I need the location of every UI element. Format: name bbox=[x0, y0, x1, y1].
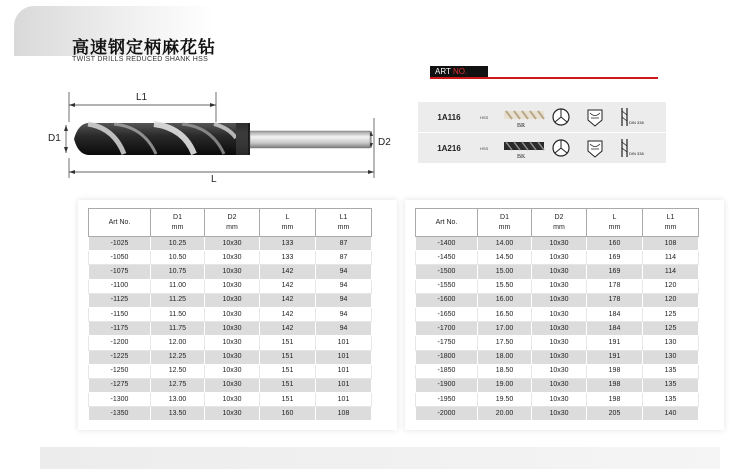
table-cell: 20.00 bbox=[478, 407, 532, 421]
table-cell: 142 bbox=[260, 322, 316, 336]
table-row bbox=[416, 265, 699, 279]
standard-din-icon bbox=[612, 106, 646, 128]
table-cell: -1100 bbox=[89, 279, 151, 293]
table-cell: 114 bbox=[643, 265, 699, 279]
page-subtitle: TWIST DRILLS REDUCED SHANK HSS bbox=[72, 56, 209, 63]
table-row bbox=[89, 407, 372, 421]
table-cell: 10x30 bbox=[205, 279, 260, 293]
table-cell: 19.00 bbox=[478, 378, 532, 392]
table-cell: 14.00 bbox=[478, 237, 532, 251]
table-cell: 10x30 bbox=[532, 279, 587, 293]
table-cell: 11.25 bbox=[151, 293, 205, 307]
article-code: 1A216 bbox=[437, 143, 461, 153]
table-cell: 205 bbox=[587, 407, 643, 421]
table-row bbox=[416, 336, 699, 350]
col-header: L mm bbox=[587, 209, 643, 237]
spec-table-right bbox=[415, 208, 699, 421]
drill-drawing bbox=[44, 78, 404, 190]
table-cell: -1050 bbox=[89, 251, 151, 265]
table-cell: 94 bbox=[316, 322, 372, 336]
icon-note: DIN 338 bbox=[629, 120, 644, 125]
table-cell: 12.25 bbox=[151, 350, 205, 364]
table-cell: 10x30 bbox=[532, 364, 587, 378]
table-cell: 151 bbox=[260, 350, 316, 364]
table-cell: -1150 bbox=[89, 307, 151, 321]
table-cell: 12.50 bbox=[151, 364, 205, 378]
table-cell: 125 bbox=[643, 307, 699, 321]
table-cell: -1550 bbox=[416, 279, 478, 293]
spec-table-panel-left bbox=[78, 200, 397, 430]
table-cell: 135 bbox=[643, 378, 699, 392]
table-cell: 10x30 bbox=[205, 307, 260, 321]
table-cell: 10x30 bbox=[532, 307, 587, 321]
table-cell: -1125 bbox=[89, 293, 151, 307]
table-cell: 10x30 bbox=[532, 350, 587, 364]
table-cell: 140 bbox=[643, 407, 699, 421]
table-cell: 169 bbox=[587, 265, 643, 279]
table-row bbox=[89, 378, 372, 392]
table-cell: 10.50 bbox=[151, 251, 205, 265]
table-cell: 10x30 bbox=[532, 378, 587, 392]
table-cell: 10x30 bbox=[532, 237, 587, 251]
table-cell: 87 bbox=[316, 237, 372, 251]
table-cell: 94 bbox=[316, 279, 372, 293]
finish-tag: BR bbox=[517, 123, 526, 129]
table-cell: 13.50 bbox=[151, 407, 205, 421]
table-cell: 13.00 bbox=[151, 393, 205, 407]
table-cell: 18.00 bbox=[478, 350, 532, 364]
table-cell: 135 bbox=[643, 393, 699, 407]
table-cell: 120 bbox=[643, 279, 699, 293]
table-cell: 142 bbox=[260, 279, 316, 293]
table-cell: 94 bbox=[316, 265, 372, 279]
table-row bbox=[89, 279, 372, 293]
table-cell: 178 bbox=[587, 279, 643, 293]
table-cell: -1950 bbox=[416, 393, 478, 407]
table-cell: 10x30 bbox=[205, 407, 260, 421]
table-cell: -1275 bbox=[89, 378, 151, 392]
split-point-icon bbox=[544, 137, 578, 159]
table-row bbox=[416, 393, 699, 407]
table-cell: 130 bbox=[643, 350, 699, 364]
table-cell: 12.00 bbox=[151, 336, 205, 350]
table-cell: 17.50 bbox=[478, 336, 532, 350]
table-cell: -1250 bbox=[89, 364, 151, 378]
bright-finish-drill-icon bbox=[504, 106, 544, 128]
table-cell: 160 bbox=[260, 407, 316, 421]
table-cell: -1075 bbox=[89, 265, 151, 279]
split-point-icon bbox=[544, 106, 578, 128]
table-cell: 101 bbox=[316, 378, 372, 392]
table-cell: 11.50 bbox=[151, 307, 205, 321]
spec-table-left bbox=[88, 208, 372, 421]
table-row bbox=[89, 265, 372, 279]
table-cell: 14.50 bbox=[478, 251, 532, 265]
table-cell: 10x30 bbox=[205, 378, 260, 392]
drill-tip-icon bbox=[578, 106, 612, 128]
table-row bbox=[416, 307, 699, 321]
table-row bbox=[416, 378, 699, 392]
col-header: Art No. bbox=[89, 209, 151, 237]
table-cell: 151 bbox=[260, 364, 316, 378]
table-cell: 198 bbox=[587, 378, 643, 392]
table-row bbox=[89, 364, 372, 378]
col-header: L mm bbox=[260, 209, 316, 237]
table-cell: 191 bbox=[587, 336, 643, 350]
table-cell: -1800 bbox=[416, 350, 478, 364]
material-label: HSS bbox=[480, 114, 489, 120]
table-cell: 142 bbox=[260, 265, 316, 279]
table-cell: 10x30 bbox=[205, 364, 260, 378]
table-row bbox=[416, 279, 699, 293]
page-title: 高速钢定柄麻花钻 bbox=[72, 38, 216, 58]
table-cell: -1175 bbox=[89, 322, 151, 336]
icon-note: DIN 338 bbox=[629, 151, 644, 156]
table-row bbox=[89, 350, 372, 364]
table-cell: 184 bbox=[587, 322, 643, 336]
table-cell: -1650 bbox=[416, 307, 478, 321]
table-cell: 10x30 bbox=[205, 336, 260, 350]
table-cell: 108 bbox=[643, 237, 699, 251]
table-cell: -1300 bbox=[89, 393, 151, 407]
table-cell: -1400 bbox=[416, 237, 478, 251]
table-cell: 10x30 bbox=[532, 322, 587, 336]
table-row bbox=[416, 237, 699, 251]
table-cell: 10x30 bbox=[532, 407, 587, 421]
table-cell: 16.50 bbox=[478, 307, 532, 321]
col-header: Art No. bbox=[416, 209, 478, 237]
l-label: L bbox=[211, 174, 217, 185]
table-cell: 114 bbox=[643, 251, 699, 265]
table-cell: 87 bbox=[316, 251, 372, 265]
table-cell: 133 bbox=[260, 251, 316, 265]
artno-underline bbox=[430, 77, 658, 79]
table-cell: 10x30 bbox=[205, 350, 260, 364]
table-cell: 10x30 bbox=[205, 393, 260, 407]
finish-tag: BK bbox=[517, 154, 526, 160]
table-cell: 11.75 bbox=[151, 322, 205, 336]
table-header-row bbox=[416, 209, 699, 237]
table-cell: 142 bbox=[260, 307, 316, 321]
table-cell: 10x30 bbox=[205, 293, 260, 307]
table-cell: -1450 bbox=[416, 251, 478, 265]
table-row bbox=[89, 336, 372, 350]
table-cell: -1500 bbox=[416, 265, 478, 279]
table-cell: 198 bbox=[587, 364, 643, 378]
table-cell: 10x30 bbox=[205, 251, 260, 265]
table-row bbox=[89, 293, 372, 307]
table-cell: 10.75 bbox=[151, 265, 205, 279]
table-cell: 18.50 bbox=[478, 364, 532, 378]
table-cell: 135 bbox=[643, 364, 699, 378]
table-cell: 11.00 bbox=[151, 279, 205, 293]
table-cell: 10x30 bbox=[532, 393, 587, 407]
col-header: D1 mm bbox=[478, 209, 532, 237]
table-cell: 151 bbox=[260, 336, 316, 350]
table-cell: 160 bbox=[587, 237, 643, 251]
table-cell: 191 bbox=[587, 350, 643, 364]
table-cell: 101 bbox=[316, 336, 372, 350]
table-cell: 142 bbox=[260, 293, 316, 307]
table-cell: 101 bbox=[316, 393, 372, 407]
table-cell: 101 bbox=[316, 350, 372, 364]
table-row bbox=[416, 322, 699, 336]
table-row bbox=[89, 251, 372, 265]
table-cell: 120 bbox=[643, 293, 699, 307]
table-row bbox=[89, 322, 372, 336]
table-cell: 133 bbox=[260, 237, 316, 251]
table-cell: 151 bbox=[260, 378, 316, 392]
col-header: L1 mm bbox=[643, 209, 699, 237]
table-row bbox=[416, 293, 699, 307]
table-cell: 10x30 bbox=[532, 336, 587, 350]
table-cell: 94 bbox=[316, 307, 372, 321]
table-cell: 12.75 bbox=[151, 378, 205, 392]
material-label: HSS bbox=[480, 145, 489, 151]
table-cell: 16.00 bbox=[478, 293, 532, 307]
table-cell: 198 bbox=[587, 393, 643, 407]
footer-bar bbox=[40, 447, 720, 469]
table-cell: -1025 bbox=[89, 237, 151, 251]
table-row bbox=[416, 407, 699, 421]
table-cell: 10x30 bbox=[205, 237, 260, 251]
table-cell: -1200 bbox=[89, 336, 151, 350]
table-cell: 10.25 bbox=[151, 237, 205, 251]
table-row bbox=[416, 364, 699, 378]
table-cell: -1850 bbox=[416, 364, 478, 378]
table-cell: 169 bbox=[587, 251, 643, 265]
artno-badge: ART NO. bbox=[430, 66, 488, 77]
table-cell: 15.00 bbox=[478, 265, 532, 279]
table-cell: -1750 bbox=[416, 336, 478, 350]
drill-tip-icon bbox=[578, 137, 612, 159]
table-cell: 10x30 bbox=[532, 265, 587, 279]
spec-row bbox=[418, 102, 666, 132]
table-header-row bbox=[89, 209, 372, 237]
table-cell: 151 bbox=[260, 393, 316, 407]
col-header: D2 mm bbox=[532, 209, 587, 237]
table-cell: 10x30 bbox=[532, 251, 587, 265]
col-header: D1 mm bbox=[151, 209, 205, 237]
spec-table-panel-right bbox=[405, 200, 724, 430]
table-cell: 17.00 bbox=[478, 322, 532, 336]
black-finish-drill-icon bbox=[504, 137, 544, 159]
table-row bbox=[89, 393, 372, 407]
table-cell: -1900 bbox=[416, 378, 478, 392]
table-cell: 10x30 bbox=[205, 322, 260, 336]
table-cell: -1350 bbox=[89, 407, 151, 421]
table-cell: 125 bbox=[643, 322, 699, 336]
table-cell: -1225 bbox=[89, 350, 151, 364]
table-cell: 19.50 bbox=[478, 393, 532, 407]
article-code: 1A116 bbox=[437, 112, 461, 122]
table-cell: -2000 bbox=[416, 407, 478, 421]
col-header: D2 mm bbox=[205, 209, 260, 237]
table-row bbox=[89, 307, 372, 321]
table-cell: -1700 bbox=[416, 322, 478, 336]
table-cell: 101 bbox=[316, 364, 372, 378]
table-cell: 178 bbox=[587, 293, 643, 307]
table-row bbox=[89, 237, 372, 251]
table-cell: 184 bbox=[587, 307, 643, 321]
table-row bbox=[416, 350, 699, 364]
table-cell: 108 bbox=[316, 407, 372, 421]
d1-label: D1 bbox=[48, 133, 61, 144]
d2-label: D2 bbox=[378, 137, 391, 148]
standard-din-icon bbox=[612, 137, 646, 159]
table-cell: 130 bbox=[643, 336, 699, 350]
spec-row bbox=[418, 133, 666, 163]
l1-label: L1 bbox=[136, 92, 148, 103]
table-cell: 15.50 bbox=[478, 279, 532, 293]
table-cell: -1600 bbox=[416, 293, 478, 307]
table-row bbox=[416, 251, 699, 265]
table-cell: 10x30 bbox=[205, 265, 260, 279]
table-cell: 10x30 bbox=[532, 293, 587, 307]
table-cell: 94 bbox=[316, 293, 372, 307]
col-header: L1 mm bbox=[316, 209, 372, 237]
